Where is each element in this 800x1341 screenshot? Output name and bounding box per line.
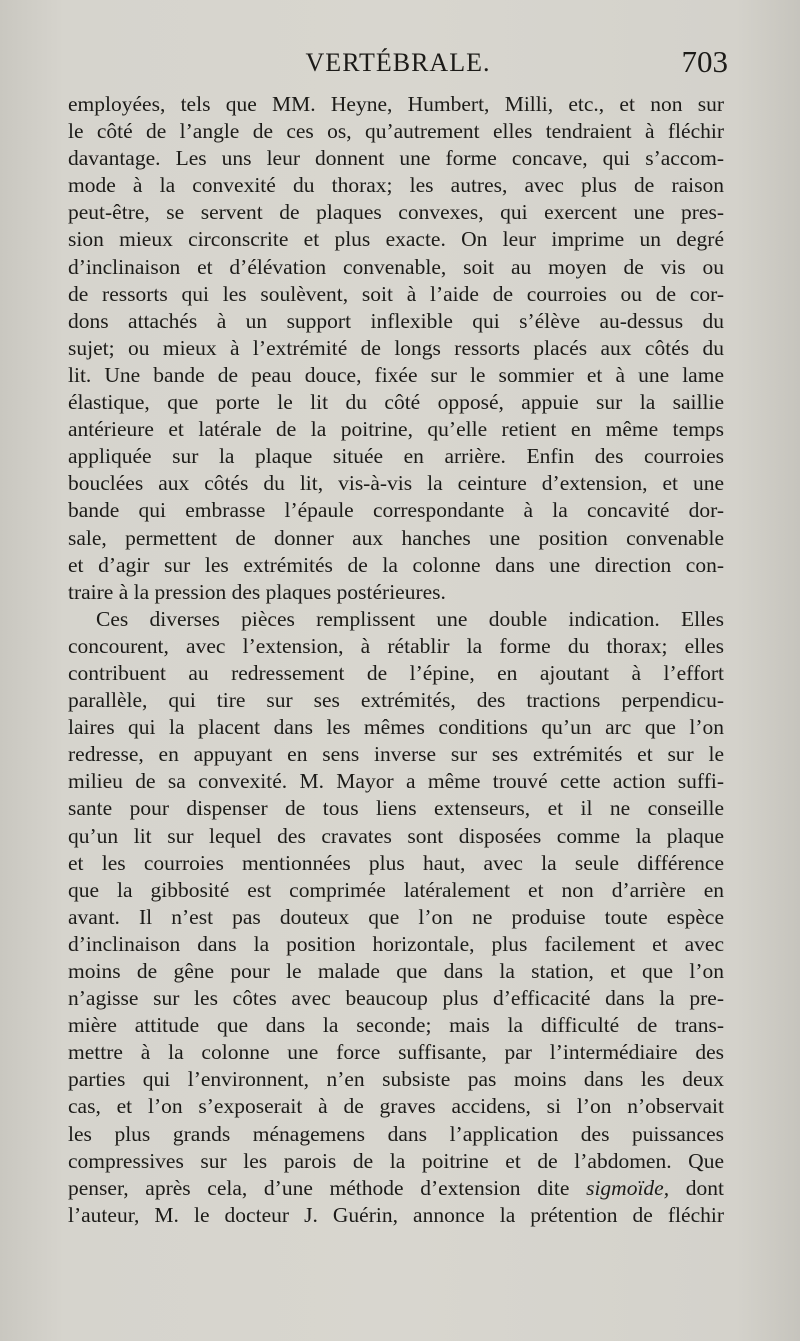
running-head: VERTÉBRALE. [305,48,491,77]
text-line: peut-être, se servent de plaques convexes, qui exercent une pres- [68,200,724,225]
text-line: compressives sur les parois de la poitrine et de l’abdomen. Que [68,1148,724,1173]
page-header [68,44,728,84]
text-line: bouclées aux côtés du lit, vis-à-vis la ceinture d’extension, et une [68,471,724,496]
text-line [68,1175,724,1202]
text-line: avant. Il n’est pas douteux que l’on ne produise toute espèce [68,904,724,929]
text-line: et les courroies mentionnées plus haut, avec la seule différence [68,850,724,875]
text-line: sujet; ou mieux à l’extrémité de longs ressorts placés aux côtés du [68,335,724,360]
text-line: antérieure et latérale de la poitrine, qu’elle retient en même temps [68,417,724,442]
text-line: parallèle, qui tire sur ses extrémités, des tractions perpendicu- [68,688,724,713]
text-line: les plus grands ménagemens dans l’application des puissances [68,1121,724,1146]
text-line: appliquée sur la plaque située en arrière. Enfin des courroies [68,444,724,469]
text-line: n’agisse sur les côtes avec beaucoup plus d’efficacité dans la pre- [68,986,724,1011]
text-line: traire à la pression des plaques postérieures. [68,579,446,604]
text-line: employées, tels que MM. Heyne, Humbert, Milli, etc., et non sur [68,92,724,116]
text-line: davantage. Les uns leur donnent une forme concave, qui s’accom- [68,146,724,171]
text-line: et d’agir sur les extrémités de la colonne dans une direction con- [68,552,724,577]
text-line: le côté de l’angle de ces os, qu’autrement elles tendraient à fléchir [68,119,724,144]
text-line: d’inclinaison dans la position horizontale, plus facilement et avec [68,931,724,956]
text-line: parties qui l’environnent, n’en subsiste pas moins dans les deux [68,1067,724,1092]
text-line: laires qui la placent dans les mêmes conditions qu’un arc que l’on [68,715,724,740]
text-line: bande qui embrasse l’épaule correspondante à la concavité dor- [68,498,724,523]
text-line: de ressorts qui les soulèvent, soit à l’aide de courroies ou de cor- [68,281,724,306]
text-line: dons attachés à un support inflexible qui s’élève au-dessus du [68,308,724,333]
text-line: cas, et l’on s’exposerait à de graves accidens, si l’on n’observait [68,1094,724,1119]
text-line: milieu de sa convexité. M. Mayor a même trouvé cette action suffi- [68,769,724,794]
text-line: mode à la convexité du thorax; les autres, avec plus de raison [68,173,724,198]
text-line: contribuent au redressement de l’épine, en ajoutant à l’effort [68,660,724,685]
text-line: d’inclinaison et d’élévation convenable, soit au moyen de vis ou [68,254,724,279]
page-number: 703 [681,44,728,79]
text-line: qu’un lit sur lequel des cravates sont disposées comme la plaque [68,823,724,848]
text-line: moins de gêne pour le malade que dans la station, et que l’on [68,959,724,983]
text-line: mettre à la colonne une force suffisante, par l’intermédiaire des [68,1040,724,1065]
text-line: élastique, que porte le lit du côté opposé, appuie sur la saillie [68,390,724,415]
text-line: sion mieux circonscrite et plus exacte. On leur imprime un degré [68,227,724,252]
text-line: redresse, en appuyant en sens inverse sur ses extrémités et sur le [68,742,724,767]
text-line: lit. Une bande de peau douce, fixée sur le sommier et à une lame [68,362,724,387]
text-line: l’auteur, M. le docteur J. Guérin, annonce la prétention de fléchir [68,1202,724,1227]
text-line: sante pour dispenser de tous liens extenseurs, et il ne conseille [68,796,724,821]
text-line: concourent, avec l’extension, à rétablir la forme du thorax; elles [68,633,724,658]
text-line: que la gibbosité est comprimée latéralement et non d’arrière en [68,877,724,902]
paragraph-1 [68,91,724,606]
paragraph-2 [68,606,724,1229]
text-line: mière attitude que dans la seconde; mais la difficulté de trans- [68,1013,724,1038]
text-line: sale, permettent de donner aux hanches une position convenable [68,525,724,550]
text-segment: penser, après cela, d’une méthode d’extension dite [68,1175,587,1200]
text-segment: dont [669,1175,724,1200]
text-line: Ces diverses pièces remplissent une double indication. Elles [96,606,724,631]
italic-term: sigmoïde, [586,1175,670,1200]
body-text [68,91,724,1229]
